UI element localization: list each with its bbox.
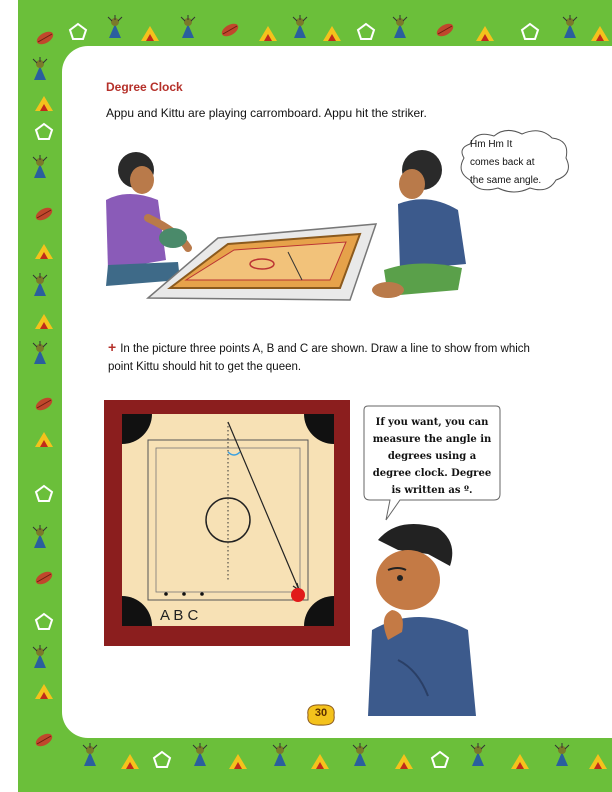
page-number: 30: [314, 707, 328, 719]
instruction-text: [108, 338, 548, 376]
thinking-boy-illustration: [358, 520, 476, 716]
point-c: [200, 592, 204, 596]
intro-text: Appu and Kittu are playing carromboard. Appu hit the striker.: [106, 106, 427, 120]
bubble-line: degree clock. Degree: [372, 468, 492, 479]
thought-line: Hm Hm It: [470, 139, 513, 150]
appu-figure: [106, 152, 188, 286]
bubble-text: [366, 414, 498, 499]
bubble-line: degrees using a: [387, 451, 477, 462]
carrom-board-diagram: [104, 400, 350, 646]
plus-bullet-icon: +: [108, 339, 117, 355]
instruction-body: In the picture three points A, B and C are shown. Draw a line to show from which point Kittu should hit to get the queen.: [108, 343, 530, 373]
kittu-figure: [372, 150, 466, 298]
thought-line: the same angle.: [470, 175, 542, 186]
bubble-line: If you want, you can: [375, 417, 489, 428]
bubble-line: is written as º.: [391, 485, 473, 496]
thought-text: [470, 136, 566, 190]
carrom-players-illustration: [88, 140, 478, 315]
thought-line: comes back at: [470, 157, 535, 168]
point-a: [164, 592, 168, 596]
queen-piece: [291, 588, 305, 602]
section-heading: Degree Clock: [106, 80, 183, 94]
bubble-line: measure the angle in: [372, 434, 492, 445]
points-label: A B C: [160, 607, 199, 624]
point-b: [182, 592, 186, 596]
